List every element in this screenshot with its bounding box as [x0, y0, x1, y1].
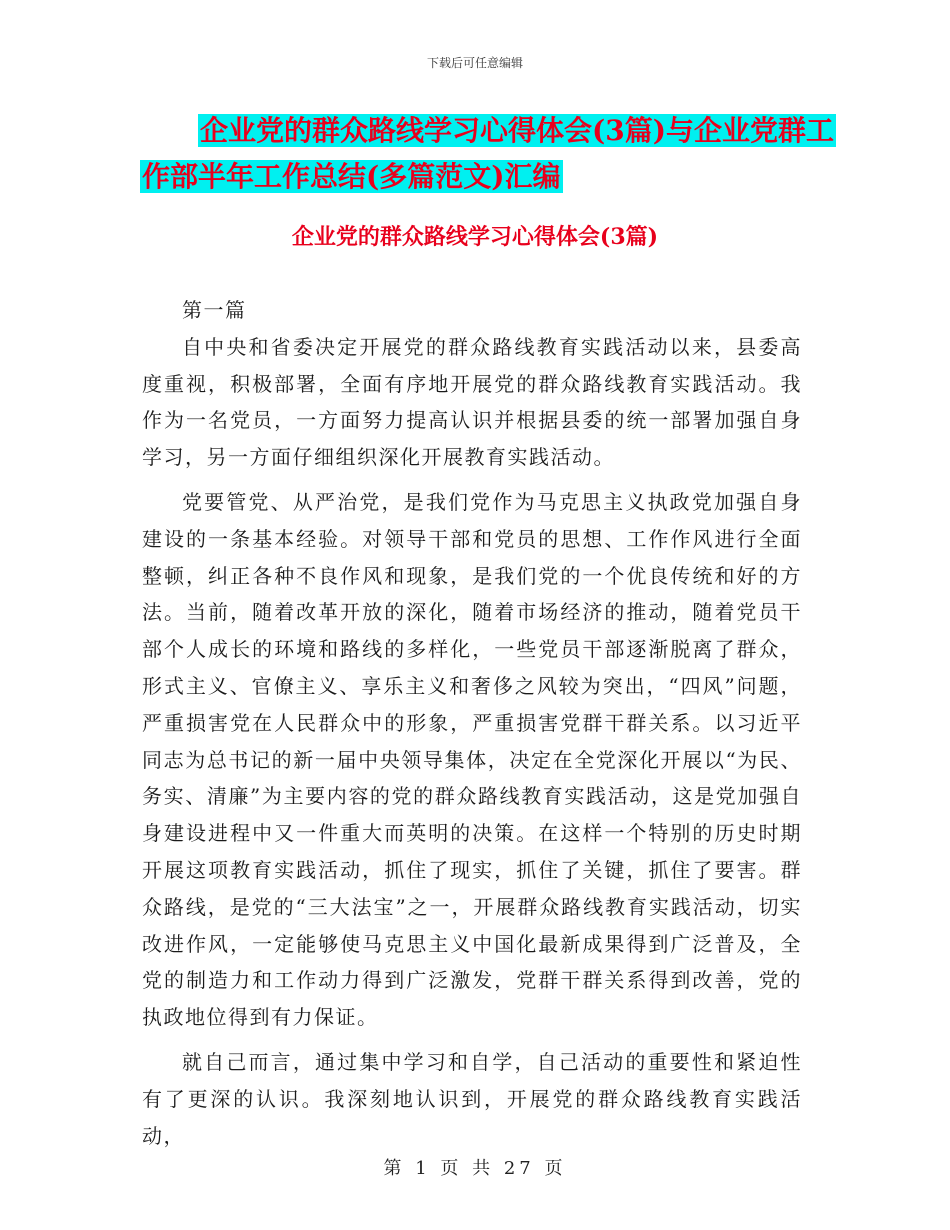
paragraph: 党要管党、从严治党，是我们党作为马克思主义执政党加强自身建设的一条基本经验。对领导干部和党员的思想、工作作风进行全面整顿，纠正各种不良作风和现象，是我们党的一个优良传统和好的方法。当前，随着改革开放的深化，随着市场经济的推动，随着党员干部个人成长的环境和路线的多样化，一些党员干部逐渐脱离了群众，形式主义、官僚主义、享乐主义和奢侈之风较为突出，“四风”问题，严重损害党在人民群众中的形象，严重损害党群干群关系。以习近平同志为总书记的新一届中央领导集体，决定在全党深化开展以“为民、务实、清廉”为主要内容的党的群众路线教育实践活动，这是党加强自身建设进程中又一件重大而英明的决策。在这样一个特别的历史时期开展这项教育实践活动，抓住了现实，抓住了关键，抓住了要害。群众路线，是党的“三大法宝”之一，开展群众路线教育实践活动，切实改进作风，一定能够使马克思主义中国化最新成果得到广泛普及，全党的制造力和工作动力得到广泛激发，党群干群关系得到改善，党的执政地位得到有力保证。 [142, 489, 802, 1030]
document-title-line-1: 企业党的群众路线学习心得体会(3篇)与企业党群工 [200, 114, 834, 147]
document-title-line-2: 作部半年工作总结(多篇范文)汇编 [142, 160, 561, 193]
header-note: 下载后可任意编辑 [426, 56, 523, 70]
page-footer: 第 1 页 共 27 页 [383, 1158, 567, 1179]
document-body [142, 292, 802, 1154]
paragraph: 就自己而言，通过集中学习和自学，自己活动的重要性和紧迫性有了更深的认识。我深刻地认识到，开展党的群众路线教育实践活动， [142, 1049, 802, 1148]
section-title: 企业党的群众路线学习心得体会(3篇) [291, 224, 659, 250]
paragraph: 自中央和省委决定开展党的群众路线教育实践活动以来，县委高度重视，积极部署，全面有序地开展党的群众路线教育实践活动。我作为一名党员，一方面努力提高认识并根据县委的统一部署加强自身学习，另一方面仔细组织深化开展教育实践活动。 [142, 334, 802, 470]
document-title [140, 108, 834, 200]
chapter-label: 第一篇 [182, 298, 247, 322]
